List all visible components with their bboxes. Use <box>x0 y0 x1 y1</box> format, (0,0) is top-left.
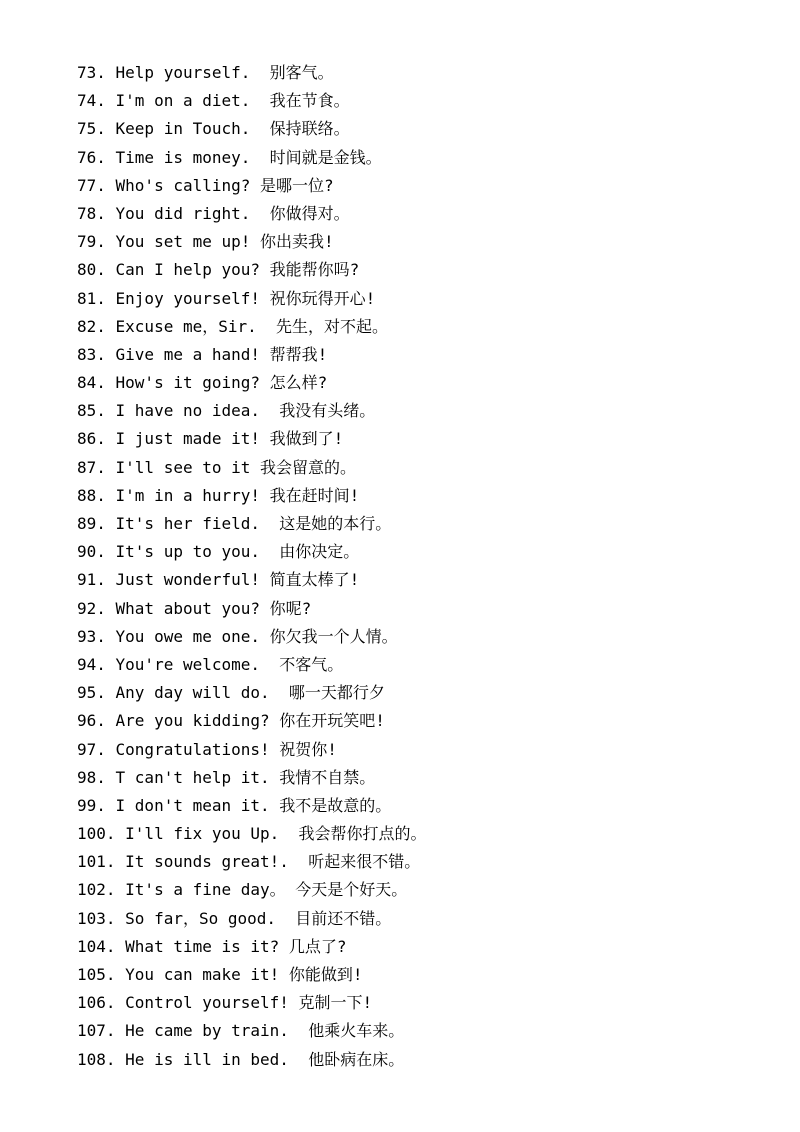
phrase-line-105: 105. You can make it! 你能做到! <box>77 965 363 984</box>
phrase-line-92: 92. What about you? 你呢? <box>77 598 312 618</box>
phrase-line-75: 75. Keep in Touch. 保持联络。 <box>77 119 350 139</box>
phrase-line-80: 80. Can I help you? 我能帮你吗? <box>77 260 360 280</box>
phrase-line-76: 76. Time is money. 时间就是金钱。 <box>77 147 382 167</box>
phrase-line-79: 79. You set me up! 你出卖我! <box>77 232 334 252</box>
phrase-line-99: 99. I don't mean it. 我不是故意的。 <box>77 795 392 815</box>
phrase-line-89: 89. It's her field. 这是她的本行。 <box>77 514 392 533</box>
phrase-line-98: 98. T can't help it. 我情不自禁。 <box>77 767 376 787</box>
phrase-line-83: 83. Give me a hand! 帮帮我! <box>77 344 328 364</box>
phrase-line-100: 100. I'll fix you Up. 我会帮你打点的。 <box>77 824 427 844</box>
phrase-line-96: 96. Are you kidding? 你在开玩笑吧! <box>77 711 385 731</box>
phrase-line-78: 78. You did right. 你做得对。 <box>77 203 350 223</box>
phrase-line-102: 102. It's a fine day。 今天是个好天。 <box>77 880 408 900</box>
phrase-line-88: 88. I'm in a hurry! 我在赶时间! <box>77 485 360 505</box>
phrase-line-81: 81. Enjoy yourself! 祝你玩得开心! <box>77 288 376 308</box>
phrase-line-108: 108. He is ill in bed. 他卧病在床。 <box>77 1049 405 1069</box>
phrase-line-103: 103. So far，So good. 目前还不错。 <box>77 908 392 928</box>
phrase-line-82: 82. Excuse me，Sir. 先生，对不起。 <box>77 316 389 336</box>
phrase-line-106: 106. Control yourself! 克制一下! <box>77 993 373 1013</box>
phrase-line-97: 97. Congratulations! 祝贺你! <box>77 739 337 759</box>
phrase-line-85: 85. I have no idea. 我没有头绪。 <box>77 401 376 421</box>
phrase-line-86: 86. I just made it! 我做到了! <box>77 429 344 449</box>
phrase-line-74: 74. I'm on a diet. 我在节食。 <box>77 91 350 111</box>
phrase-list <box>77 59 777 1074</box>
phrase-line-107: 107. He came by train. 他乘火车来。 <box>77 1021 405 1041</box>
phrase-line-104: 104. What time is it? 几点了? <box>77 936 347 956</box>
phrase-line-90: 90. It's up to you. 由你决定。 <box>77 542 360 562</box>
phrase-line-94: 94. You're welcome. 不客气。 <box>77 654 344 674</box>
phrase-line-91: 91. Just wonderful! 简直太棒了! <box>77 570 360 590</box>
phrase-line-101: 101. It sounds great!. 听起来很不错。 <box>77 852 421 872</box>
phrase-line-95: 95. Any day will do. 哪一天都行夕 <box>77 683 385 703</box>
phrase-line-84: 84. How's it going? 怎么样? <box>77 373 328 393</box>
phrase-line-73: 73. Help yourself. 别客气。 <box>77 63 334 82</box>
phrase-line-77: 77. Who's calling? 是哪一位? <box>77 175 334 195</box>
phrase-line-87: 87. I'll see to it 我会留意的。 <box>77 457 357 477</box>
phrase-line-93: 93. You owe me one. 你欠我一个人情。 <box>77 626 398 646</box>
